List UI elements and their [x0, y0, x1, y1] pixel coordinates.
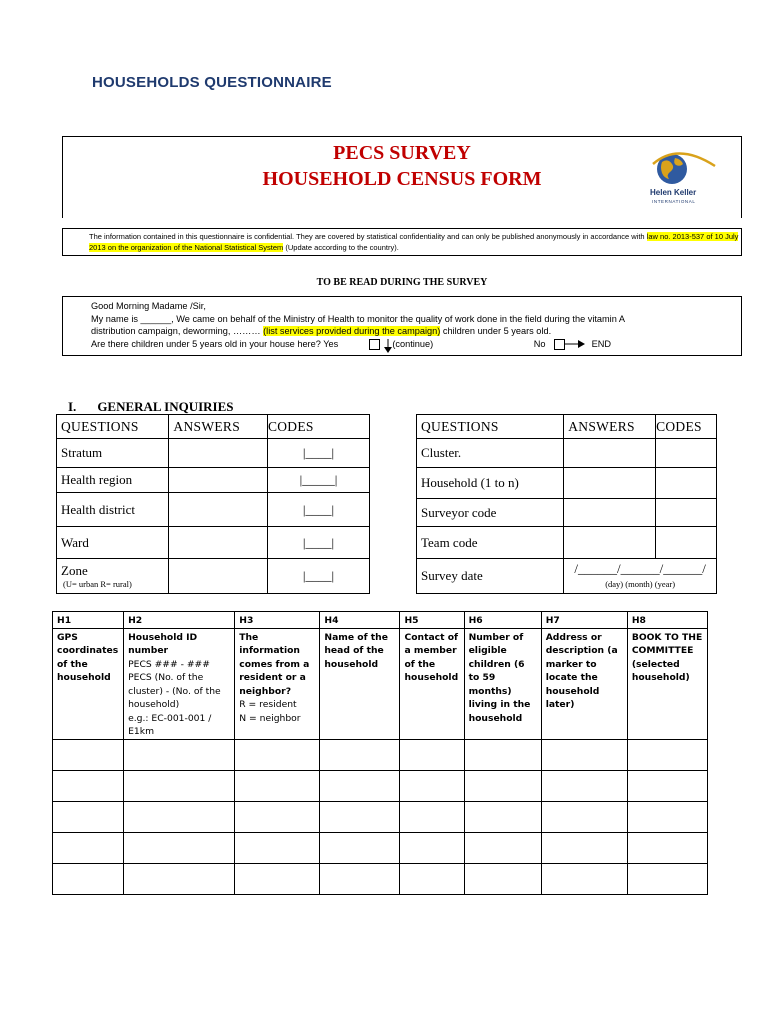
code-field[interactable]: |____|: [267, 493, 369, 527]
greeting-line-4: [91, 338, 733, 351]
question-survey-date: Survey date: [417, 559, 564, 594]
logo-text-2: INTERNATIONAL: [652, 199, 696, 204]
household-entry-cell-h5[interactable]: [400, 770, 464, 801]
greeting-line-3b: children under 5 years old.: [440, 326, 552, 336]
yes-checkbox[interactable]: [369, 339, 380, 350]
household-entry-row: [53, 832, 708, 863]
general-inquiries-left-table: [56, 414, 370, 594]
household-entry-cell-h5[interactable]: [400, 832, 464, 863]
section-number: I.: [68, 399, 77, 414]
code-field[interactable]: |_____|: [267, 468, 369, 493]
col-id-h2: H2: [124, 612, 235, 629]
household-entry-cell-h5[interactable]: [400, 801, 464, 832]
desc-information-source: The information comes from a resident or a neighbor? R = resident N = neighbor: [235, 628, 320, 739]
arrow-down-icon: [383, 339, 393, 353]
answer-field[interactable]: [564, 527, 656, 559]
section-title: [68, 399, 234, 415]
answer-field[interactable]: [169, 527, 268, 559]
household-table: [52, 611, 708, 895]
title-line-1: PECS SURVEY: [333, 142, 471, 164]
col-id-h6: H6: [464, 612, 541, 629]
household-entry-cell-h8[interactable]: [627, 770, 707, 801]
household-entry-cell-h4[interactable]: [320, 770, 400, 801]
col-header-questions: QUESTIONS: [57, 415, 169, 439]
form-title: [62, 140, 742, 192]
question-cluster: Cluster.: [417, 439, 564, 468]
household-entry-row: [53, 801, 708, 832]
arrow-right-icon: [565, 340, 585, 348]
code-field[interactable]: |____|: [267, 527, 369, 559]
household-entry-row: [53, 739, 708, 770]
confidential-text-1: The information contained in this questionnaire is confidential. They are covered by statistical confidentiality and can only be published anonymously in accordance with: [89, 232, 647, 241]
code-field[interactable]: |____|: [267, 559, 369, 594]
desc-eligible-children: Number of eligible children (6 to 59 months) living in the household: [464, 628, 541, 739]
logo-text-1: Helen Keller: [650, 188, 697, 197]
household-entry-cell-h3[interactable]: [235, 801, 320, 832]
household-entry-row: [53, 863, 708, 894]
greeting-line-1: Good Morning Madame /Sir,: [91, 301, 206, 311]
household-entry-cell-h4[interactable]: [320, 863, 400, 894]
household-entry-row: [53, 770, 708, 801]
answer-field[interactable]: [564, 499, 656, 527]
household-entry-cell-h7[interactable]: [541, 770, 627, 801]
no-label: No: [533, 338, 546, 349]
desc-contact: Contact of a member of the household: [400, 628, 464, 739]
answer-field[interactable]: [169, 493, 268, 527]
desc-address: Address or description (a marker to locate the household later): [541, 628, 627, 739]
desc-household-id-title: Household ID number: [128, 631, 198, 656]
household-entry-cell-h6[interactable]: [464, 832, 541, 863]
questionnaire-heading: HOUSEHOLDS QUESTIONNAIRE: [92, 74, 332, 91]
household-entry-cell-h1[interactable]: [53, 863, 124, 894]
household-entry-cell-h3[interactable]: [235, 832, 320, 863]
confidential-text-2: (Update according to the country).: [283, 243, 399, 252]
household-entry-cell-h3[interactable]: [235, 770, 320, 801]
household-entry-cell-h5[interactable]: [400, 739, 464, 770]
household-entry-rows: [53, 739, 708, 894]
household-entry-cell-h1[interactable]: [53, 801, 124, 832]
greeting-line-3: [91, 325, 733, 338]
code-field[interactable]: [656, 439, 717, 468]
household-entry-cell-h8[interactable]: [627, 832, 707, 863]
question-ward: Ward: [57, 527, 169, 559]
household-entry-cell-h6[interactable]: [464, 770, 541, 801]
no-checkbox[interactable]: [554, 339, 565, 350]
helen-keller-logo: [648, 150, 722, 210]
zone-label: Zone: [61, 563, 88, 578]
answer-field[interactable]: [169, 439, 268, 468]
date-labels: (day) (month) (year): [605, 578, 676, 589]
greeting-box: [62, 296, 742, 356]
desc-gps: GPS coordinates of the household: [53, 628, 124, 739]
col-header-questions: QUESTIONS: [417, 415, 564, 439]
date-slots: /______/______/______/: [574, 560, 706, 576]
household-entry-cell-h4[interactable]: [320, 801, 400, 832]
household-entry-cell-h3[interactable]: [235, 739, 320, 770]
col-header-codes: CODES: [267, 415, 369, 439]
code-field[interactable]: [656, 527, 717, 559]
household-entry-cell-h7[interactable]: [541, 863, 627, 894]
household-entry-cell-h5[interactable]: [400, 863, 464, 894]
household-entry-cell-h2[interactable]: [124, 770, 235, 801]
col-header-codes: CODES: [656, 415, 717, 439]
answer-field[interactable]: [564, 468, 656, 499]
household-entry-cell-h2[interactable]: [124, 739, 235, 770]
desc-book-committee: BOOK TO THE COMMITTEE (selected household): [627, 628, 707, 739]
question-health-district: Health district: [57, 493, 169, 527]
section-title-text: GENERAL INQUIRIES: [97, 399, 234, 414]
question-team-code: Team code: [417, 527, 564, 559]
household-entry-cell-h2[interactable]: [124, 801, 235, 832]
confidentiality-notice: [62, 228, 742, 256]
general-inquiries-right-table: [416, 414, 717, 594]
survey-date-field[interactable]: [564, 559, 717, 594]
greeting-line-3a: distribution campaign, deworming, ………: [91, 326, 264, 336]
col-id-h7: H7: [541, 612, 627, 629]
household-entry-cell-h1[interactable]: [53, 770, 124, 801]
household-entry-cell-h2[interactable]: [124, 832, 235, 863]
title-line-2: HOUSEHOLD CENSUS FORM: [262, 168, 542, 190]
end-label: END: [591, 338, 612, 349]
question-household: Household (1 to n): [417, 468, 564, 499]
col-id-h8: H8: [627, 612, 707, 629]
col-id-h3: H3: [235, 612, 320, 629]
children-question: Are there children under 5 years old in your house here? Yes: [91, 338, 339, 349]
services-highlight: (list services provided during the campaign): [263, 326, 441, 336]
confidential-law-highlight: law no. 2013-537 of 10 July 2013 on the organization of the National Statistical System: [89, 232, 739, 252]
household-entry-cell-h8[interactable]: [627, 863, 707, 894]
household-entry-cell-h7[interactable]: [541, 832, 627, 863]
code-field[interactable]: [656, 468, 717, 499]
code-field[interactable]: [656, 499, 717, 527]
answer-field[interactable]: [169, 559, 268, 594]
answer-field[interactable]: [169, 468, 268, 493]
col-id-h1: H1: [53, 612, 124, 629]
greeting-line-2: My name is ______, We came on behalf of the Ministry of Health to monitor the quality of work done in the field during the vitamin A: [91, 313, 626, 324]
question-stratum: Stratum: [57, 439, 169, 468]
household-entry-cell-h6[interactable]: [464, 801, 541, 832]
desc-head-name: Name of the head of the household: [320, 628, 400, 739]
household-entry-cell-h6[interactable]: [464, 863, 541, 894]
household-entry-cell-h1[interactable]: [53, 832, 124, 863]
household-entry-cell-h7[interactable]: [541, 739, 627, 770]
question-surveyor-code: Surveyor code: [417, 499, 564, 527]
code-field[interactable]: |____|: [267, 439, 369, 468]
household-entry-cell-h1[interactable]: [53, 739, 124, 770]
household-entry-cell-h2[interactable]: [124, 863, 235, 894]
household-entry-cell-h4[interactable]: [320, 832, 400, 863]
household-entry-cell-h3[interactable]: [235, 863, 320, 894]
household-entry-cell-h8[interactable]: [627, 739, 707, 770]
col-id-h4: H4: [320, 612, 400, 629]
household-entry-cell-h8[interactable]: [627, 801, 707, 832]
continue-label: (continue): [392, 338, 434, 349]
household-entry-cell-h4[interactable]: [320, 739, 400, 770]
question-zone: [57, 559, 169, 594]
question-health-region: Health region: [57, 468, 169, 493]
zone-note: (U= urban R= rural): [63, 579, 132, 589]
col-header-answers: ANSWERS: [564, 415, 656, 439]
household-entry-cell-h7[interactable]: [541, 801, 627, 832]
col-id-h5: H5: [400, 612, 464, 629]
col-header-answers: ANSWERS: [169, 415, 268, 439]
desc-household-id: Household ID number PECS ### - ### PECS (No. of the cluster) - (No. of the household) e.g.: EC-001-001 / E1km: [124, 628, 235, 739]
read-during-survey-header: TO BE READ DURING THE SURVEY: [316, 277, 488, 288]
answer-field[interactable]: [564, 439, 656, 468]
household-entry-cell-h6[interactable]: [464, 739, 541, 770]
